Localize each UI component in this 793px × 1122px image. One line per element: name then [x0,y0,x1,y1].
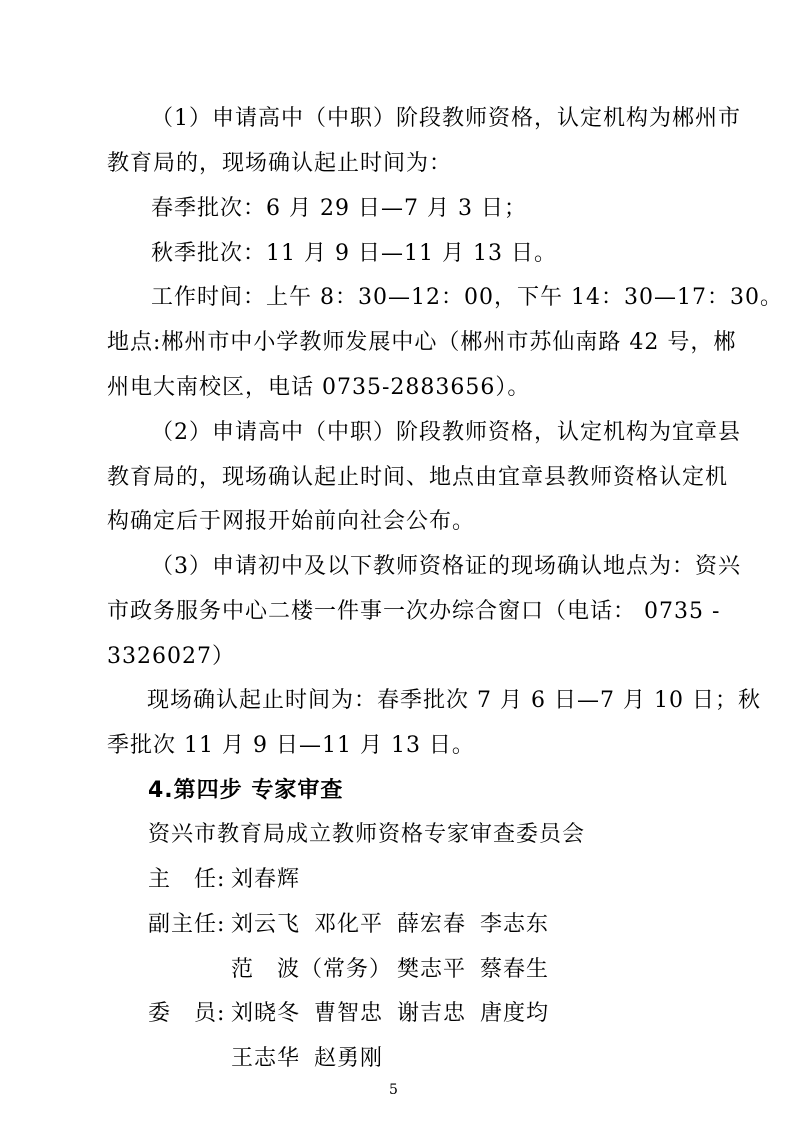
page-number: 5 [389,1082,398,1098]
section-heading: 4.第四步 专家审查 [148,778,344,803]
director-label: 主 任: [148,867,226,892]
paragraph-1-line-2: 教育局的，现场确认起止时间为： [107,151,453,176]
deputy-name: 范 波（常务） [231,957,393,982]
paragraph-2-line-1: （2）申请高中（中职）阶段教师资格，认定机构为宜章县 [151,420,741,445]
spring-batch-line: 春季批次：6 月 29 日—7 月 3 日； [151,196,527,221]
paragraph-1-line-1: （1）申请高中（中职）阶段教师资格，认定机构为郴州市 [151,106,741,131]
paragraph-2-line-2: 教育局的，现场确认起止时间、地点由宜章县教师资格认定机 [107,465,729,490]
deputy-name: 薛宏春 [397,912,467,937]
autumn-batch-line: 秋季批次：11 月 9 日—11 月 13 日。 [151,241,557,266]
paragraph-3-line-1: （3）申请初中及以下教师资格证的现场确认地点为：资兴 [151,554,741,579]
deputy-name: 樊志平 [397,957,467,982]
member-name: 赵勇刚 [314,1046,384,1071]
deputy-label: 副主任: [148,912,226,937]
location-line-2: 州电大南校区，电话 0735-2883656）。 [107,375,531,400]
member-name: 唐度均 [480,1001,550,1026]
location-line-1: 地点:郴州市中小学教师发展中心（郴州市苏仙南路 42 号，郴 [107,330,737,355]
member-name: 谢吉忠 [397,1001,467,1026]
deputy-name: 李志东 [480,912,550,937]
member-name: 王志华 [231,1046,301,1071]
deputy-name: 邓化平 [314,912,384,937]
deputy-name: 刘云飞 [231,912,301,937]
working-hours-line: 工作时间：上午 8：30—12：00，下午 14：30—17：30。 [151,285,783,310]
director-name: 刘春辉 [231,867,301,892]
committee-intro: 资兴市教育局成立教师资格专家审查委员会 [148,822,586,847]
deputy-name: 蔡春生 [480,957,550,982]
paragraph-3-line-3: 3326027） [107,644,235,669]
paragraph-4-line-1: 现场确认起止时间为：春季批次 7 月 6 日—7 月 10 日；秋 [147,688,761,713]
member-label: 委 员: [148,1001,226,1026]
paragraph-4-line-2: 季批次 11 月 9 日—11 月 13 日。 [107,733,475,758]
member-name: 曹智忠 [314,1001,384,1026]
paragraph-3-line-2: 市政务服务中心二楼一件事一次办综合窗口（电话： 0735 - [107,599,721,624]
member-name: 刘晓冬 [231,1001,301,1026]
paragraph-2-line-3: 构确定后于网报开始前向社会公布。 [107,509,476,534]
